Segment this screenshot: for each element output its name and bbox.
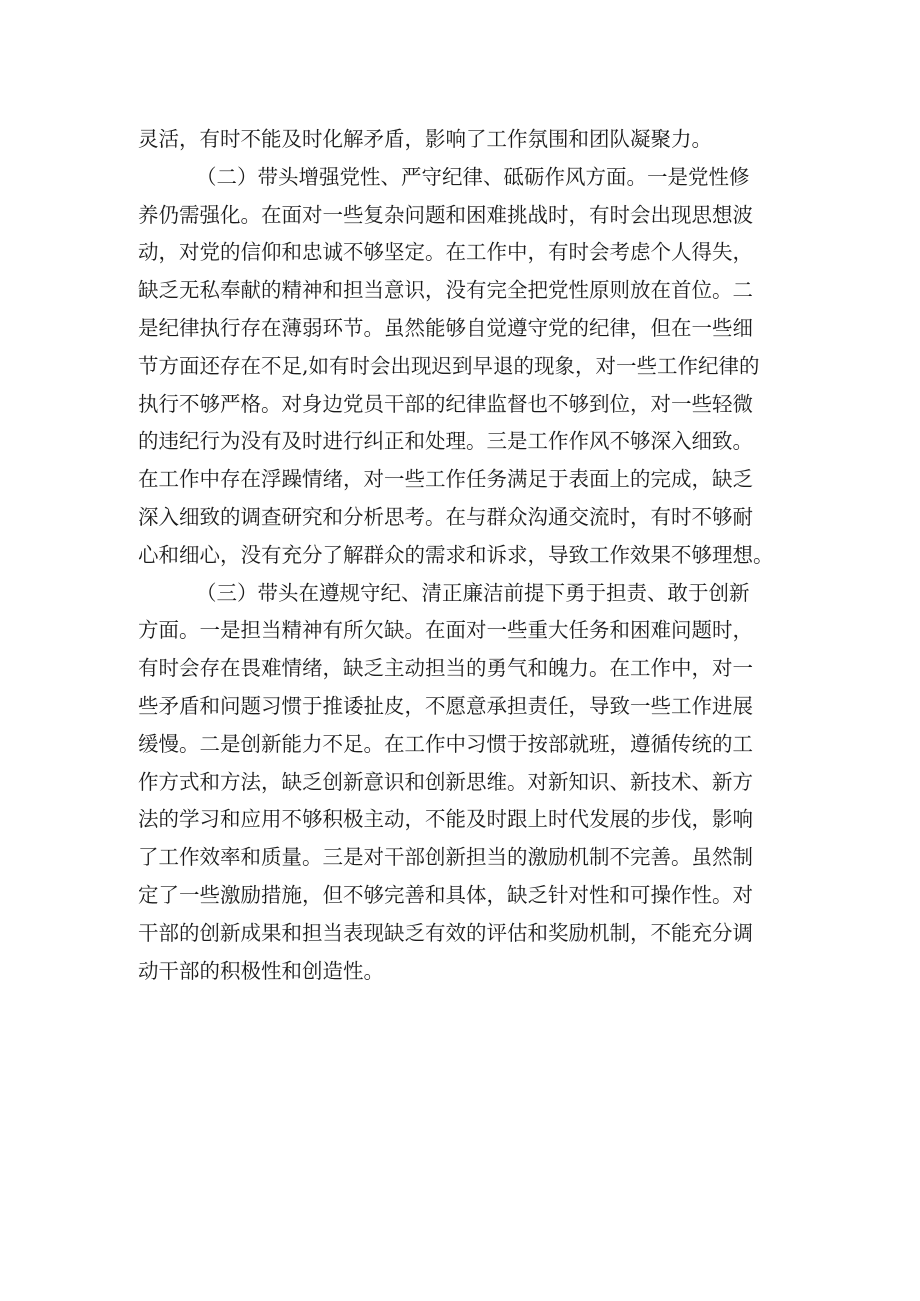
text-line: 方面。一是担当精神有所欠缺。在面对一些重大任务和困难问题时， (138, 618, 753, 643)
text-line: 干部的创新成果和担当表现缺乏有效的评估和奖励机制，不能充分调 (138, 920, 753, 945)
text-line: 是纪律执行存在薄弱环节。虽然能够自觉遵守党的纪律，但在一些细 (138, 315, 753, 340)
text-line: 缓慢。二是创新能力不足。在工作中习惯于按部就班，遵循传统的工 (138, 731, 753, 756)
text-line: 深入细致的调查研究和分析思考。在与群众沟通交流时，有时不够耐 (138, 504, 753, 529)
text-line: 养仍需强化。在面对一些复杂问题和困难挑战时，有时会出现思想波 (138, 202, 753, 227)
text-line: 有时会存在畏难情绪，缺乏主动担当的勇气和魄力。在工作中，对一 (138, 656, 753, 681)
text-line: 缺乏无私奉献的精神和担当意识，没有完全把党性原则放在首位。二 (138, 278, 753, 303)
text-line: 定了一些激励措施，但不够完善和具体，缺乏针对性和可操作性。对 (138, 882, 753, 907)
document-body (138, 121, 798, 990)
text-line: 作方式和方法，缺乏创新意识和创新思维。对新知识、新技术、新方 (138, 769, 753, 794)
section-heading-line: （二）带头增强党性、严守纪律、砥砺作风方面。一是党性修 (196, 164, 750, 189)
text-line: 些矛盾和问题习惯于推诿扯皮，不愿意承担责任，导致一些工作进展 (138, 693, 753, 718)
text-line: 了工作效率和质量。三是对干部创新担当的激励机制不完善。虽然制 (138, 845, 753, 870)
text-line: 动干部的积极性和创造性。 (138, 958, 384, 983)
text-line: 节方面还存在不足,如有时会出现迟到早退的现象，对一些工作纪律的 (138, 353, 760, 378)
text-line: 执行不够严格。对身边党员干部的纪律监督也不够到位，对一些轻微 (138, 391, 753, 416)
text-line: 法的学习和应用不够积极主动，不能及时跟上时代发展的步伐，影响 (138, 807, 753, 832)
text-line: 心和细心，没有充分了解群众的需求和诉求，导致工作效果不够理想。 (138, 542, 774, 567)
text-line: 的违纪行为没有及时进行纠正和处理。三是工作作风不够深入细致。 (138, 429, 753, 454)
text-line: 动，对党的信仰和忠诚不够坚定。在工作中，有时会考虑个人得失， (138, 240, 753, 265)
text-line: 在工作中存在浮躁情绪，对一些工作任务满足于表面上的完成，缺乏 (138, 467, 753, 492)
text-line: 灵活，有时不能及时化解矛盾，影响了工作氛围和团队凝聚力。 (138, 127, 712, 151)
section-heading-line: （三）带头在遵规守纪、清正廉洁前提下勇于担责、敢于创新 (196, 580, 750, 605)
